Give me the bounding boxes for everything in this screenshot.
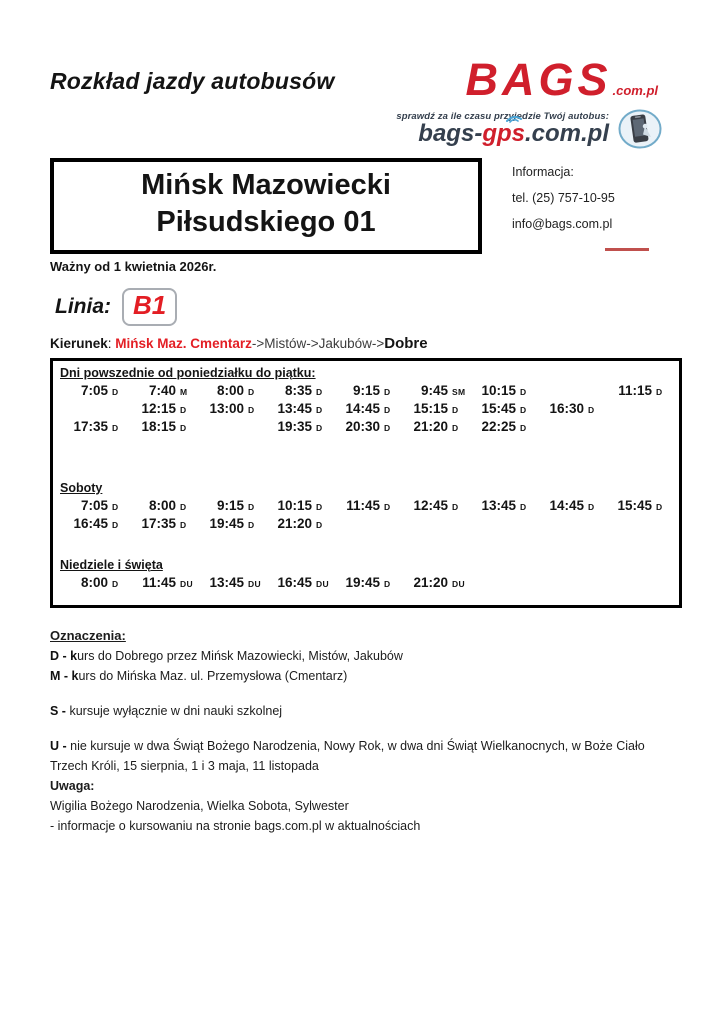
section-header-saturdays: Soboty (60, 480, 103, 495)
departure-time: 8:00 (148, 497, 176, 513)
legend-symbol-u: U - (50, 738, 71, 753)
departure-suffix: D (248, 404, 255, 415)
departure-cell (264, 419, 332, 434)
departure-time: 22:25 (481, 418, 516, 434)
departure-suffix: D (316, 519, 323, 530)
departure-time: 13:45 (277, 400, 312, 416)
departure-cell (468, 383, 536, 398)
bags-logo-text: BAGS (465, 54, 612, 105)
legend-text-d: urs do Dobrego przez Mińsk Mazowiecki, Mistów, Jakubów (77, 648, 403, 663)
departure-time: 21:20 (277, 515, 312, 531)
departure-suffix: D (384, 404, 391, 415)
departure-time: 7:40 (148, 382, 176, 398)
gps-banner (50, 109, 662, 149)
departure-time: 15:45 (617, 497, 652, 513)
departure-time: 18:15 (141, 418, 176, 434)
contact-heading: Informacja: (512, 164, 574, 179)
direction-row (50, 335, 682, 352)
departure-suffix: D (112, 519, 119, 530)
departure-suffix: D (180, 422, 187, 433)
gps-logo-prefix: bags- (418, 119, 483, 147)
departure-suffix: DU (452, 578, 465, 589)
departure-suffix: D (452, 422, 459, 433)
departure-cell (400, 575, 468, 590)
departure-cell (196, 498, 264, 513)
page-header (50, 54, 682, 105)
gps-text-block (396, 111, 609, 146)
departure-cell (332, 383, 400, 398)
departure-cell (604, 498, 672, 513)
departure-time: 10:15 (481, 382, 516, 398)
departure-cell (400, 419, 468, 434)
departure-time: 15:45 (481, 400, 516, 416)
departure-suffix: D (384, 386, 391, 397)
departure-cell (468, 401, 536, 416)
timetable-row (60, 575, 672, 593)
departure-cell (128, 383, 196, 398)
departure-suffix: D (180, 404, 187, 415)
departure-time: 12:45 (413, 497, 448, 513)
departure-time: 8:00 (216, 382, 244, 398)
departure-cell (196, 575, 264, 590)
departure-cell (128, 516, 196, 531)
legend-symbol-m: M - k (50, 668, 79, 683)
station-name-box (50, 158, 482, 254)
station-section (50, 158, 682, 254)
timetable-section-sundays (60, 558, 672, 593)
notes-line-1: Wigilia Bożego Narodzenia, Wielka Sobota, Sylwester (50, 798, 349, 813)
red-dash-divider (605, 248, 649, 251)
departure-suffix: D (112, 422, 119, 433)
direction-separator: : (107, 335, 116, 351)
legend-item-s (50, 701, 682, 721)
departure-cell (128, 419, 196, 434)
departure-time: 12:15 (141, 400, 176, 416)
departure-time: 13:45 (481, 497, 516, 513)
legend-item-d (50, 646, 682, 666)
departure-suffix: D (520, 422, 527, 433)
departure-suffix: D (520, 501, 527, 512)
legend-text-s: kursuje wyłącznie w dni nauki szkolnej (69, 703, 283, 718)
departure-suffix: D (316, 386, 323, 397)
departure-cell (264, 575, 332, 590)
gps-tagline: sprawdź za ile czasu przyjedzie Twój autobus: (396, 110, 609, 122)
departure-time: 9:15 (352, 382, 380, 398)
direction-destination: Dobre (384, 334, 428, 352)
line-row (55, 288, 682, 326)
departure-cell (264, 498, 332, 513)
contact-email: info@bags.com.pl (512, 216, 613, 231)
departure-suffix: DU (180, 578, 193, 589)
departure-cell (60, 383, 128, 398)
departure-suffix: D (384, 501, 391, 512)
gps-logo-suffix: .com.pl (524, 119, 609, 147)
legend-text-m: urs do Mińska Maz. ul. Przemysłowa (Cmentarz) (78, 668, 348, 683)
departure-suffix: D (588, 501, 595, 512)
departure-cell (60, 419, 128, 434)
departure-suffix: D (384, 422, 391, 433)
departure-cell (264, 383, 332, 398)
departure-suffix: D (316, 501, 323, 512)
departure-cell (196, 401, 264, 416)
departure-time: 17:35 (141, 515, 176, 531)
gps-logo-highlight: gps (482, 120, 525, 147)
departure-time: 16:45 (277, 574, 312, 590)
timetable-row (60, 498, 672, 516)
departure-time: 19:45 (209, 515, 244, 531)
section-header-sundays: Niedziele i święta (60, 557, 163, 572)
departure-suffix: D (180, 519, 187, 530)
section-rows-saturdays (60, 498, 672, 534)
departure-cell (536, 498, 604, 513)
departure-suffix: D (316, 422, 323, 433)
departure-time: 11:15 (618, 382, 652, 398)
departure-time: 10:15 (277, 497, 312, 513)
departure-time: 13:45 (209, 574, 244, 590)
legend-item-u-continuation: Trzech Króli, 15 sierpnia, 1 i 3 maja, 11 listopada (50, 758, 319, 773)
departure-cell (264, 516, 332, 531)
departure-time: 21:20 (413, 574, 448, 590)
timetable-row (60, 419, 672, 437)
timetable-row (60, 401, 672, 419)
legend-text-u: nie kursuje w dwa Świąt Bożego Narodzenia, Nowy Rok, w dwa dni Świąt Wielkanocnych, w Boże Ciało (70, 738, 645, 753)
legend-symbol-d: D - k (50, 648, 78, 663)
timetable-section-saturdays (60, 481, 672, 534)
departure-time: 9:45 (420, 382, 448, 398)
departure-cell (536, 401, 604, 416)
departure-suffix: D (112, 501, 119, 512)
departure-cell (468, 498, 536, 513)
line-number-badge (122, 288, 177, 326)
departure-suffix: D (588, 404, 595, 415)
direction-label: Kierunek (50, 335, 108, 351)
bags-logo-suffix: .com.pl (612, 82, 658, 98)
departure-time: 9:15 (216, 497, 244, 513)
departure-cell (264, 401, 332, 416)
section-rows-weekdays (60, 383, 672, 437)
departure-time: 15:15 (413, 400, 448, 416)
bags-logo (465, 54, 658, 105)
departure-suffix: M (180, 386, 188, 397)
departure-cell (128, 498, 196, 513)
section-rows-sundays (60, 575, 672, 593)
departure-suffix: D (520, 404, 527, 415)
departure-cell (60, 516, 128, 531)
departure-time: 17:35 (73, 418, 108, 434)
departure-cell (400, 498, 468, 513)
departure-suffix: DU (248, 578, 261, 589)
departure-suffix: D (248, 519, 255, 530)
departure-time: 19:45 (345, 574, 380, 590)
section-spacer (60, 534, 672, 556)
departure-cell (332, 498, 400, 513)
departure-time: 7:05 (80, 382, 108, 398)
departure-suffix: D (112, 386, 119, 397)
departure-cell (604, 383, 672, 398)
departure-suffix: D (180, 501, 187, 512)
departure-suffix: D (316, 404, 323, 415)
legend-symbol-s: S - (50, 703, 70, 718)
departure-suffix: D (452, 501, 459, 512)
station-stop-name: Piłsudskiego 01 (156, 205, 376, 238)
contact-phone: tel. (25) 757-10-95 (512, 190, 615, 205)
page-title: Rozkład jazdy autobusów (50, 68, 335, 94)
gps-logo (418, 119, 609, 147)
departure-time: 11:45 (142, 574, 176, 590)
departure-cell (128, 575, 196, 590)
valid-from-label: Ważny od 1 kwietnia 2026r. (50, 258, 217, 274)
line-number: B1 (133, 289, 167, 320)
departure-suffix: SM (452, 386, 466, 397)
notes-line-2: - informacje o kursowaniu na stronie bags.com.pl w aktualnościach (50, 818, 421, 833)
departure-time: 16:30 (549, 400, 584, 416)
timetable-row (60, 516, 672, 534)
departure-cell (196, 383, 264, 398)
section-spacer (60, 437, 672, 479)
departure-suffix: D (248, 386, 255, 397)
legend (50, 626, 682, 836)
departure-time: 20:30 (345, 418, 380, 434)
departure-suffix: D (248, 501, 255, 512)
departure-suffix: D (112, 578, 119, 589)
departure-cell (60, 498, 128, 513)
legend-heading: Oznaczenia: (50, 627, 126, 643)
direction-origin: Mińsk Maz. Cmentarz (115, 335, 252, 351)
contact-block (512, 158, 682, 254)
timetable-section-weekdays (60, 366, 672, 437)
timetable (50, 358, 682, 608)
departure-time: 16:45 (73, 515, 108, 531)
departure-suffix: D (452, 404, 459, 415)
departure-time: 7:05 (80, 497, 108, 513)
departure-suffix: D (384, 578, 391, 589)
section-header-weekdays: Dni powszednie od poniedziałku do piątku: (60, 365, 316, 380)
departure-cell (400, 401, 468, 416)
line-label: Linia: (55, 294, 111, 318)
departure-cell (468, 419, 536, 434)
departure-time: 13:00 (209, 400, 244, 416)
phone-in-hand-icon (618, 109, 662, 149)
departure-time: 14:45 (549, 497, 584, 513)
departure-cell (332, 575, 400, 590)
wifi-icon (505, 113, 523, 123)
departure-time: 11:45 (346, 497, 380, 513)
legend-item-u (50, 736, 682, 756)
departure-time: 19:35 (277, 418, 312, 434)
departure-suffix: DU (316, 578, 329, 589)
departure-cell (196, 516, 264, 531)
departure-cell (400, 383, 468, 398)
notes-heading: Uwaga: (50, 778, 95, 793)
departure-time: 8:35 (284, 382, 312, 398)
departure-cell (128, 401, 196, 416)
direction-via: ->Mistów->Jakubów-> (251, 335, 385, 351)
legend-item-m (50, 666, 682, 686)
departure-time: 8:00 (80, 574, 108, 590)
departure-cell (332, 419, 400, 434)
departure-suffix: D (520, 386, 527, 397)
station-city: Mińsk Mazowiecki (141, 168, 391, 201)
timetable-row (60, 383, 672, 401)
departure-cell (60, 575, 128, 590)
departure-suffix: D (656, 501, 663, 512)
departure-time: 14:45 (345, 400, 380, 416)
departure-cell (332, 401, 400, 416)
departure-suffix: D (656, 386, 663, 397)
departure-time: 21:20 (413, 418, 448, 434)
